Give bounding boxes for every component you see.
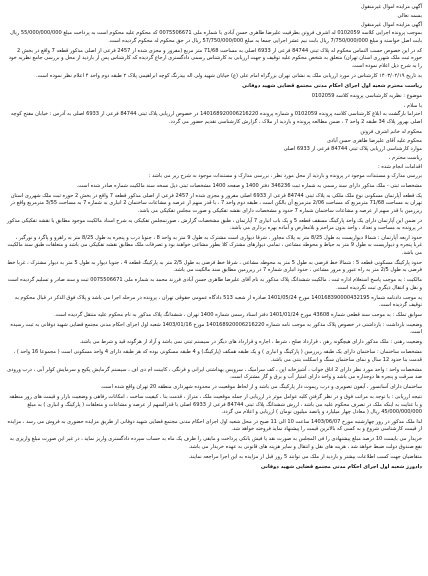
building-specs-paragraph: مشخصات ساختمان : ساختمان دارای یک طبقه زیرزمین ( پارکینگ و انباری ) و یک طبقه همکف (پارکینگ) و 4 طبقه مسکونی بوده که هر طبقه دارای 4 واحد مسکونی است ( مجموعا 16 واحد ) ، قدمت بنا حدود 12 سال و نمای ساختمان سنگ و اسکلت بتنی می باشد. bbox=[13, 349, 422, 363]
salutation-line: ریاست محترم ، bbox=[388, 155, 422, 162]
court-ruling-paragraph: به موجب دادنامه شماره 140168390000432195 مورخ 1401/05/24 صادره از شعبه 513 دادگاه عمومی حقوقی تهران ، پرونده در مرحله اجرا می باشد و پلاک فوق الذکر در قبال محکوم به توقیف گردیده است. bbox=[14, 294, 422, 309]
parking-boundaries-paragraph: حدود پارکینگ مسکونی قطعه 5 : شمالا خط فرضی به طول 5 متر به محوطه مشاعی ، شرقا خط فرضی به طول 2/5 متر به پارکینگ قطعه 4 ، جنوبا دیوار به طول 5 متر به دیوار مشترک ، غربا خط فرضی به طول 2/5 متر به راه عبور و مرور مشاعی ، حدود انباری شماره 7 در زیرزمین مطابق سند مالکیت می باشد. bbox=[7, 259, 422, 274]
greeting-line: با سلام ، bbox=[403, 102, 422, 109]
amenities-paragraph: ساختمان دارای آسانسور ، آیفون تصویری و درب ریموت دار پارکینگ می باشد و از لحاظ موقعیت در محدوده شهرداری منطقه 20 تهران واقع شده است. bbox=[100, 384, 422, 391]
actions-paragraph: بررسی مدارک و مستندات موجود در پرونده و بازدید از محل مورد نظر ، بررسی مدارک و مستندات موجود به شرح زیر می باشد : bbox=[148, 172, 422, 179]
ownership-paragraph: مالکیت : به موجب پاسخ استعلام اداره ثبت ، مالکیت ششدانگ پلاک مذکور به نام آقای علیرضا طاهری حسن آبادی فرزند محمد به شماره ملی 0075506671 ثبت و سند صادر و تسلیم گردیده است و نقل و انتقال دیگری ثبت نگردیده است. bbox=[7, 277, 422, 291]
payment-terms-paragraph: خریدار می بایست 10 درصد مبلغ پیشنهادی را فی المجلس به صورت نقد یا فیش بانکی پرداخت و مابقی را ظرف یک ماه به حساب سپرده دادگستری واریز نماید ، در غیر این صورت مبلغ واریزی به نفع صندوق دولت ضبط خواهد شد ، هزینه های نقل و انتقال و سایر هزینه های قانونی به عهده خریدار می باشد. bbox=[9, 436, 422, 450]
property-description-paragraph: یک قطعه آپارتمان مسکونی نوع ملک ملکی به پلاک ثبتی 84744 فرعی از 6933 اصلی مفروز و مجزی شده از 2457 فرعی از اصلی مذکور قطعه 7 واقع در بخش 2 حوزه ثبت ملک شهرری استان تهران به مساحت 71/68 مترمربع که مساحت 2/06 مترمربع آن بالکن است ، طبقه دوم واحد 7 ، با قدر سهم از عرصه و مشاعات ساختمان 2 انباری به شماره 7 به مساحت 3/55 مترمربع واقع در زیرزمین با قدر سهم از عرصه و مشاعات ساختمان شماره 7 حدود و مشخصات دارای نقشه تفکیکی و صورت مجلس تفکیکی می باشد. bbox=[10, 192, 422, 214]
case-summary-paragraph: بموجب پرونده اجرایی کلاسه 0102059 له اشرف فروتن بطرفیت علیرضا طاهری حسن آبادی با شماره ملی 0075506671 که محکوم علیه محکوم است به پرداخت مبلغ 55/000/000/000 ریال بابت اصل خواسته و مبلغ 7/750/000/000 ریال بابت نیم عشر اجرایی جمعا به مبلغ 57/750/000/000 ریال در حق محکوم له محکوم گردیده است. bbox=[10, 30, 422, 44]
auction-schedule-paragraph: لذا ملک مذکور در روز چهارشنبه مورخ 1403/06/07 ساعت 10 الی 11 صبح در محل شعبه اول اجرای احکام مدنی مجتمع قضایی شهید دوفانی از طریق مزایده حضوری به فروش می رسد ، مزایده از قیمت کارشناسی شروع و به کسی که بالاترین قیمت را پیشنهاد نماید فروخته خواهد شد. bbox=[7, 419, 422, 433]
registry-paragraph: مشخصات ثبتی - ملک مذکور دارای سند رسمی به شماره ثبت 346236 دفتر 1400 و صفحه 1400 مشخصات ثبتی ذیل نسخه سند مالکیت شماره صادر شده است. bbox=[76, 182, 422, 189]
subject-line: موضوع : نظریه کارشناسی پرونده کلاسه 0102059 bbox=[311, 92, 422, 99]
title-history-paragraph: سوابق تملک : به موجب سند قطعی شماره 43608 مورخ 1401/01/24 دفتر اسناد رسمی شماره 1400 تهران ، ششدانگ پلاک مذکور به نام محکوم علیه منتقل گردیده است. bbox=[54, 312, 422, 319]
seizure-status-paragraph: وضعیت بازداشت : بازداشتی در خصوص پلاک مذکور به موجب نامه شماره 140168920006216220 مورخ 1403/01/16 شعبه اول اجرای احکام مدنی مجتمع قضایی شهید دوفانی به ثبت رسیده است. bbox=[10, 322, 422, 336]
creditor-line: محکوم له خانم اشرف فروتن bbox=[360, 128, 422, 135]
addressee-line: ریاست محترم شعبه اول اجرای احکام مدنی مجتمع قضایی شهید دوفانی bbox=[242, 82, 422, 89]
assessment-topic-line: موارد کارشناسی ارزیابی پلاک ثبتی 84744 فرعی از 6933 اصلی bbox=[283, 146, 422, 153]
visit-info-paragraph: متقاضیان جهت کسب اطلاعات بیشتر و بازدید از ملک می توانند 5 روز قبل از مزایده به این اجرا مراجعه نمایند. bbox=[188, 453, 422, 460]
debtor-line: محکوم علیه آقای علیرضا طاهری حسن آبادی bbox=[327, 137, 422, 144]
report-intro-paragraph: احتراما بازگشت به ابلاغ کارشناسی کلاسه پرونده 0102059 و شماره پرونده 140168920006216220 در خصوص ارزیابی پلاک ثبتی 84744 فرعی از 6933 اصلی به آدرس : خیابان مفتح کوچه اصلی بهروز پلاک 34 طبقه 2 واحد 7 ، ضمن مطالعه پرونده و بازدید از ملاک ، گزارش کارشناسی تقدیم حضور می گردد. bbox=[10, 111, 422, 125]
valuation-result-paragraph: نتیجه ارزیابی : با توجه به مراتب فوق و در نظر گرفتن کلیه عوامل موثر در ارزیابی از جمله موقعیت ملک ، متراژ ، قدمت بنا ، کیفیت ساخت ، امکانات رفاهی و وضعیت بازار و قیمت های روز منطقه و با عنایت به اینکه ملک در تصرف محکوم علیه می باشد ، ارزش ششدانگ پلاک ثبتی 84744 فرعی از 6933 اصلی با قدرالسهم از عرصه و مشاعات و متعلقات ( پارکینگ و انباری ) به مبلغ 45/000/000/000 ریال ( معادل چهار میلیارد و پانصد میلیون تومان ) ارزیابی و اعلام می گردد. bbox=[9, 394, 422, 416]
ad-header: آگهی مزایده اموال غیرمنقول bbox=[360, 4, 422, 10]
bismillah-line: بسمه تعالی bbox=[397, 12, 422, 19]
ad-title: آگهی مزایده اموال غیرمنقول bbox=[360, 21, 422, 28]
seizure-paragraph: که در این خصوص حسب التماس محکوم له پلاک ثبتی 84744 فرعی از 6933 اصلی به مساحت 71/68 متر مربع (مفروز و مجزی شده از 2457 فرعی از اصلی مذکور قطعه 7 واقع در بخش 2 حوزه ثبت ملک شهرری استان تهران) متعلق به شخص محکوم علیه توقیف و جهت ارزیابی به کارشناس رسمی دادگستری ارجاع گردیده که کارشناس پس از بازدید از محل و بررسی جامع نظریه خود را به شرح ذیل اعلام نموده است. bbox=[8, 47, 422, 69]
boundaries-paragraph: حدود اربعه آپارتمان : شمالا دیواریست به طول 8/25 متر به پلاک مجاور ، شرقا دیواری است مشترک به طول 9 متر به واحد 8 ، جنوبا درب و پنجره به طول 8/25 متر به راهرو و پاگرد و نورگیر ، غربا پنجره و دیواریست به طول 9 متر به حیاط و محوطه مشاعی ، تمامی دیوارهای مشترک کلا بطور مشاعی خواهند بود و تصرفات ملک مطابق نقشه تفکیکی می باشد و متعلقات طبق سند مالکیت می باشد. bbox=[7, 235, 422, 256]
mortgage-status-paragraph: وضعیت رهنی : ملک مذکور دارای هیچگونه رهن ، قرارداد صلح ، شرط ، اجاره و قرارداد های دیگر در سیستم ثبتی نمی باشد و آزاد از هرگونه قید و شرط می باشد. bbox=[79, 339, 422, 346]
unit-specs-paragraph: مشخصات واحد : واحد مورد نظر دارای 2 اتاق خواب ، آشپزخانه اپن ، کف سرامیک ، سرویس بهداشتی ایرانی و فرنگی ، کابینت ام دی اف ، سیستم گرمایش پکیج و سرمایش کولر آبی ، درب ورودی ضد سرقت و پنجره ها دوجداره می باشد و واحد دارای امتیاز آب و برق و گاز مشترک است. bbox=[7, 366, 422, 381]
parking-storage-paragraph: در ضمن این آپارتمان دارای یک واحد پارکینگ مسقف قطعه 5 و یک باب انباری 7 آپارتمان ، طبق مشخصات گزارش ، صورتمجلس تفکیکی به شرح اسناد مالکیت موجود مطابق با نقشه تفکیکی مذکور در پرونده به مساحت و تعداد ، واحد بدون مزاحم و بلامعارض و آماده بهره برداری می باشد. bbox=[6, 217, 422, 232]
expert-date-paragraph: به تاریخ ۱۴۰۳/۰۲/۱۹ کارشناس در مورد ارزیابی ملک به نشانی تهران بزرگراه امام علی (ع) خیابان شهید ولی اله بیدرنگ کوچه ابراهیمی پلاک ۲ طبقه دوم واحد ۴ اعلام نظر نموده است. bbox=[35, 72, 422, 79]
actions-heading: اقدامات انجام شده : bbox=[377, 164, 422, 170]
signature-line: دادورز شعبه اول اجرای احکام مدنی مجتمع قضایی شهید دوفانی bbox=[260, 464, 422, 471]
